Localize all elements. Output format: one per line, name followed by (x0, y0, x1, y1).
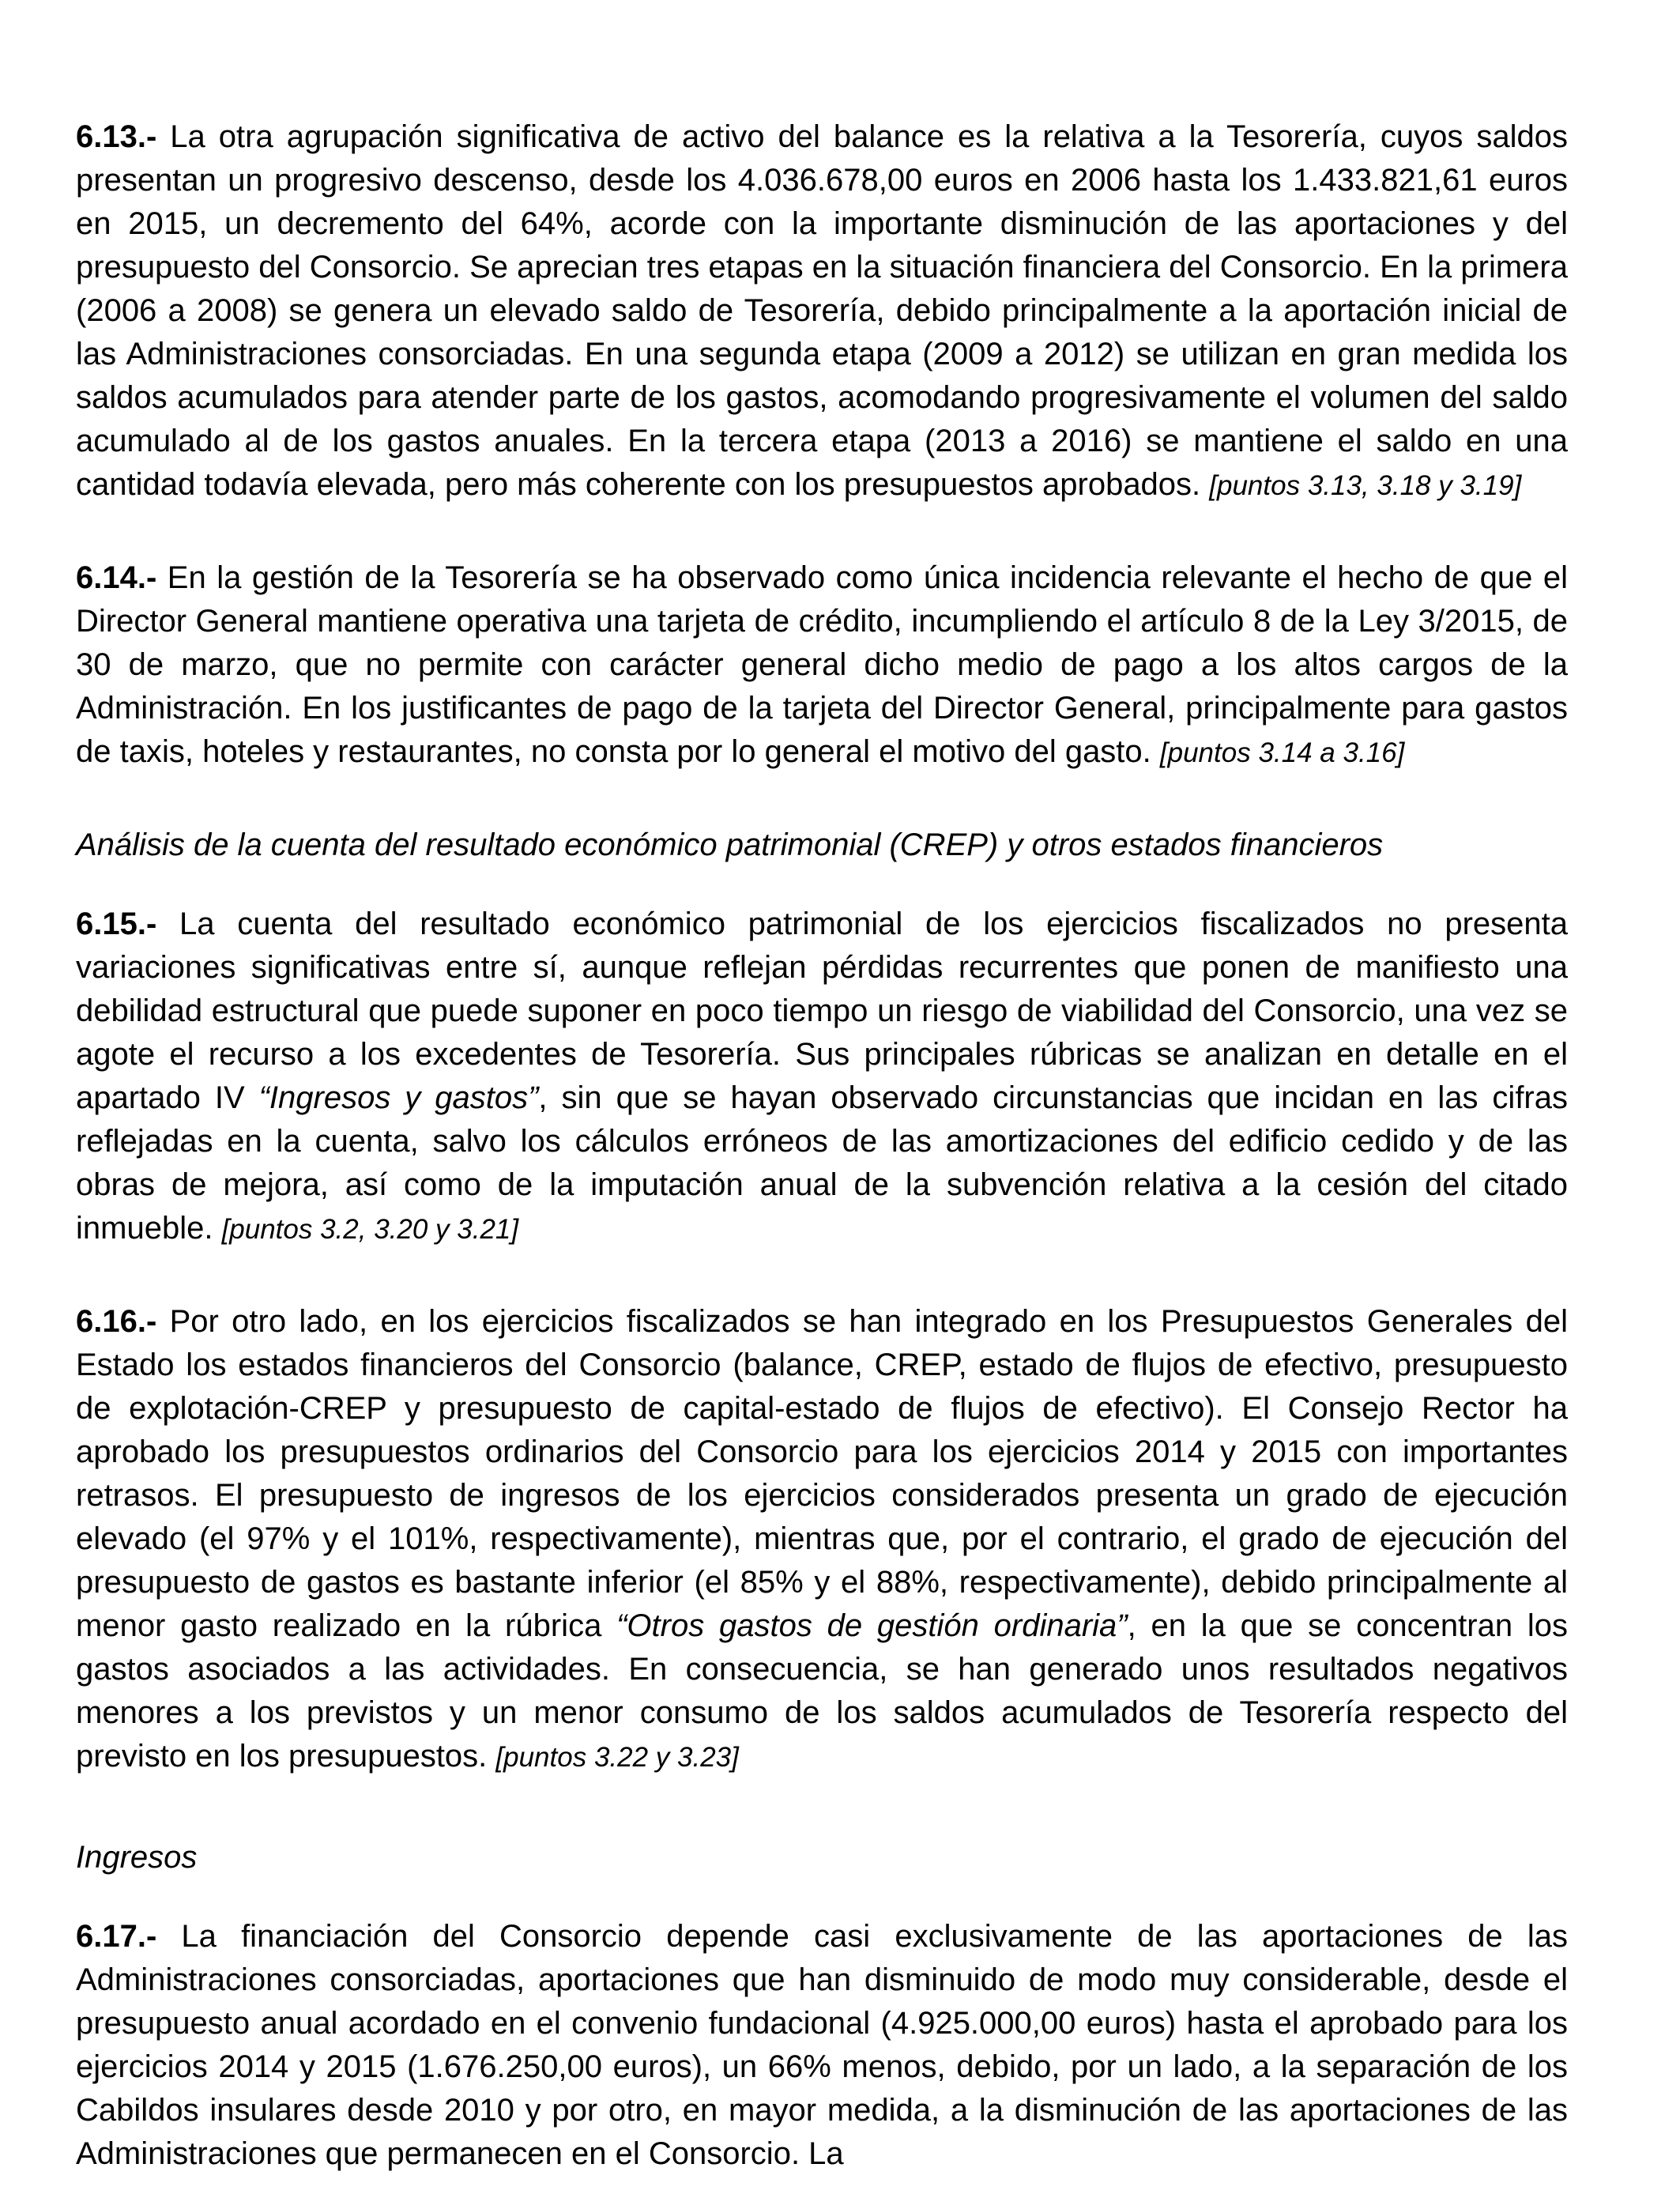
paragraph-text: Por otro lado, en los ejercicios fiscalizados se han integrado en los Presupuestos Generales del Estado los estados financieros del Consorcio (balance, CREP, estado de flujos de efectivo, presupuesto de explotación-CREP y presupuesto de capital-estado de flujos de efectivo). El Consejo Rector ha aprobado los presupuestos ordinarios del Consorcio para los ejercicios 2014 y 2015 con importantes retrasos. El presupuesto de ingresos de los ejercicios considerados presenta un grado de ejecución elevado (el 97% y el 101%, respectivamente), mientras que, por el contrario, el grado de ejecución del presupuesto de gastos es bastante inferior (el 85% y el 88%, respectivamente), debido principalmente al menor gasto realizado en la rúbrica (76, 1304, 1568, 1643)
paragraph-6-17 (76, 1915, 1568, 2176)
paragraph-6-13 (76, 115, 1568, 507)
paragraph-number: 6.16.- (76, 1304, 157, 1339)
paragraph-number: 6.14.- (76, 560, 157, 595)
paragraph-number: 6.15.- (76, 907, 157, 941)
paragraph-text: La cuenta del resultado económico patrimonial de los ejercicios fiscalizados no presenta variaciones significativas entre sí, aunque reflejan pérdidas recurrentes que ponen de manifiesto una debilidad estructural que puede suponer en poco tiempo un riesgo de viabilidad del Consorcio, una vez se agote el recurso a los excedentes de Tesorería. Sus principales rúbricas se analizan en detalle en el apartado IV (76, 907, 1568, 1115)
section-heading-ingresos: Ingresos (76, 1840, 198, 1875)
paragraph-6-15 (76, 903, 1568, 1251)
paragraph-6-14 (76, 556, 1568, 775)
document-page (76, 115, 1568, 2176)
paragraph-text: En la gestión de la Tesorería se ha observado como única incidencia relevante el hecho de que el Director General mantiene operativa una tarjeta de crédito, incumpliendo el artículo 8 de la Ley 3/2015, de 30 de marzo, que no permite con carácter general dicho medio de pago a los altos cargos de la Administración. En los justificantes de pago de la tarjeta del Director General, principalmente para gastos de taxis, hoteles y restaurantes, no consta por lo general el motivo del gasto. (76, 560, 1568, 769)
quoted-title: “Ingresos y gastos” (258, 1080, 539, 1115)
paragraph-text: , sin que se hayan observado circunstancias que incidan en las cifras reflejadas en la cuenta, salvo los cálculos erróneos de las amortizaciones del edificio cedido y de las obras de mejora, así como de la imputación anual de la subvención relativa a la cesión del citado inmueble. (76, 1080, 1568, 1246)
section-heading-crep: Análisis de la cuenta del resultado económico patrimonial (CREP) y otros estados financieros (76, 827, 1384, 862)
paragraph-text: La otra agrupación significativa de activo del balance es la relativa a la Tesorería, cuyos saldos presentan un progresivo descenso, desde los 4.036.678,00 euros en 2006 hasta los 1.433.821,61 euros en 2015, un decremento del 64%, acorde con la importante disminución de las aportaciones y del presupuesto del Consorcio. Se aprecian tres etapas en la situación financiera del Consorcio. En la primera (2006 a 2008) se genera un elevado saldo de Tesorería, debido principalmente a la aportación inicial de las Administraciones consorciadas. En una segunda etapa (2009 a 2012) se utilizan en gran medida los saldos acumulados para atender parte de los gastos, acomodando progresivamente el volumen del saldo acumulado al de los gastos anuales. En la tercera etapa (2013 a 2016) se mantiene el saldo en una cantidad todavía elevada, pero más coherente con los presupuestos aprobados. (76, 119, 1568, 502)
paragraph-number: 6.13.- (76, 119, 157, 154)
paragraph-number: 6.17.- (76, 1919, 157, 1954)
paragraph-text: , en la que se concentran los gastos asociados a las actividades. En consecuencia, se han generado unos resultados negativos menores a los previstos y un menor consumo de los saldos acumulados de Tesorería respecto del previsto en los presupuestos. (76, 1608, 1568, 1774)
paragraph-text: La financiación del Consorcio depende casi exclusivamente de las aportaciones de las Administraciones consorciadas, aportaciones que han disminuido de modo muy considerable, desde el presupuesto anual acordado en el convenio fundacional (4.925.000,00 euros) hasta el aprobado para los ejercicios 2014 y 2015 (1.676.250,00 euros), un 66% menos, debido, por un lado, a la separación de los Cabildos insulares desde 2010 y por otro, en mayor medida, a la disminución de las aportaciones de las Administraciones que permanecen en el Consorcio. La (76, 1919, 1568, 2171)
quoted-title: “Otros gastos de gestión ordinaria” (616, 1608, 1128, 1643)
paragraph-reference: [puntos 3.2, 3.20 y 3.21] (221, 1214, 519, 1245)
paragraph-6-16 (76, 1300, 1568, 1779)
paragraph-reference: [puntos 3.13, 3.18 y 3.19] (1209, 470, 1522, 501)
paragraph-reference: [puntos 3.14 a 3.16] (1159, 737, 1405, 768)
paragraph-reference: [puntos 3.22 y 3.23] (495, 1742, 739, 1773)
